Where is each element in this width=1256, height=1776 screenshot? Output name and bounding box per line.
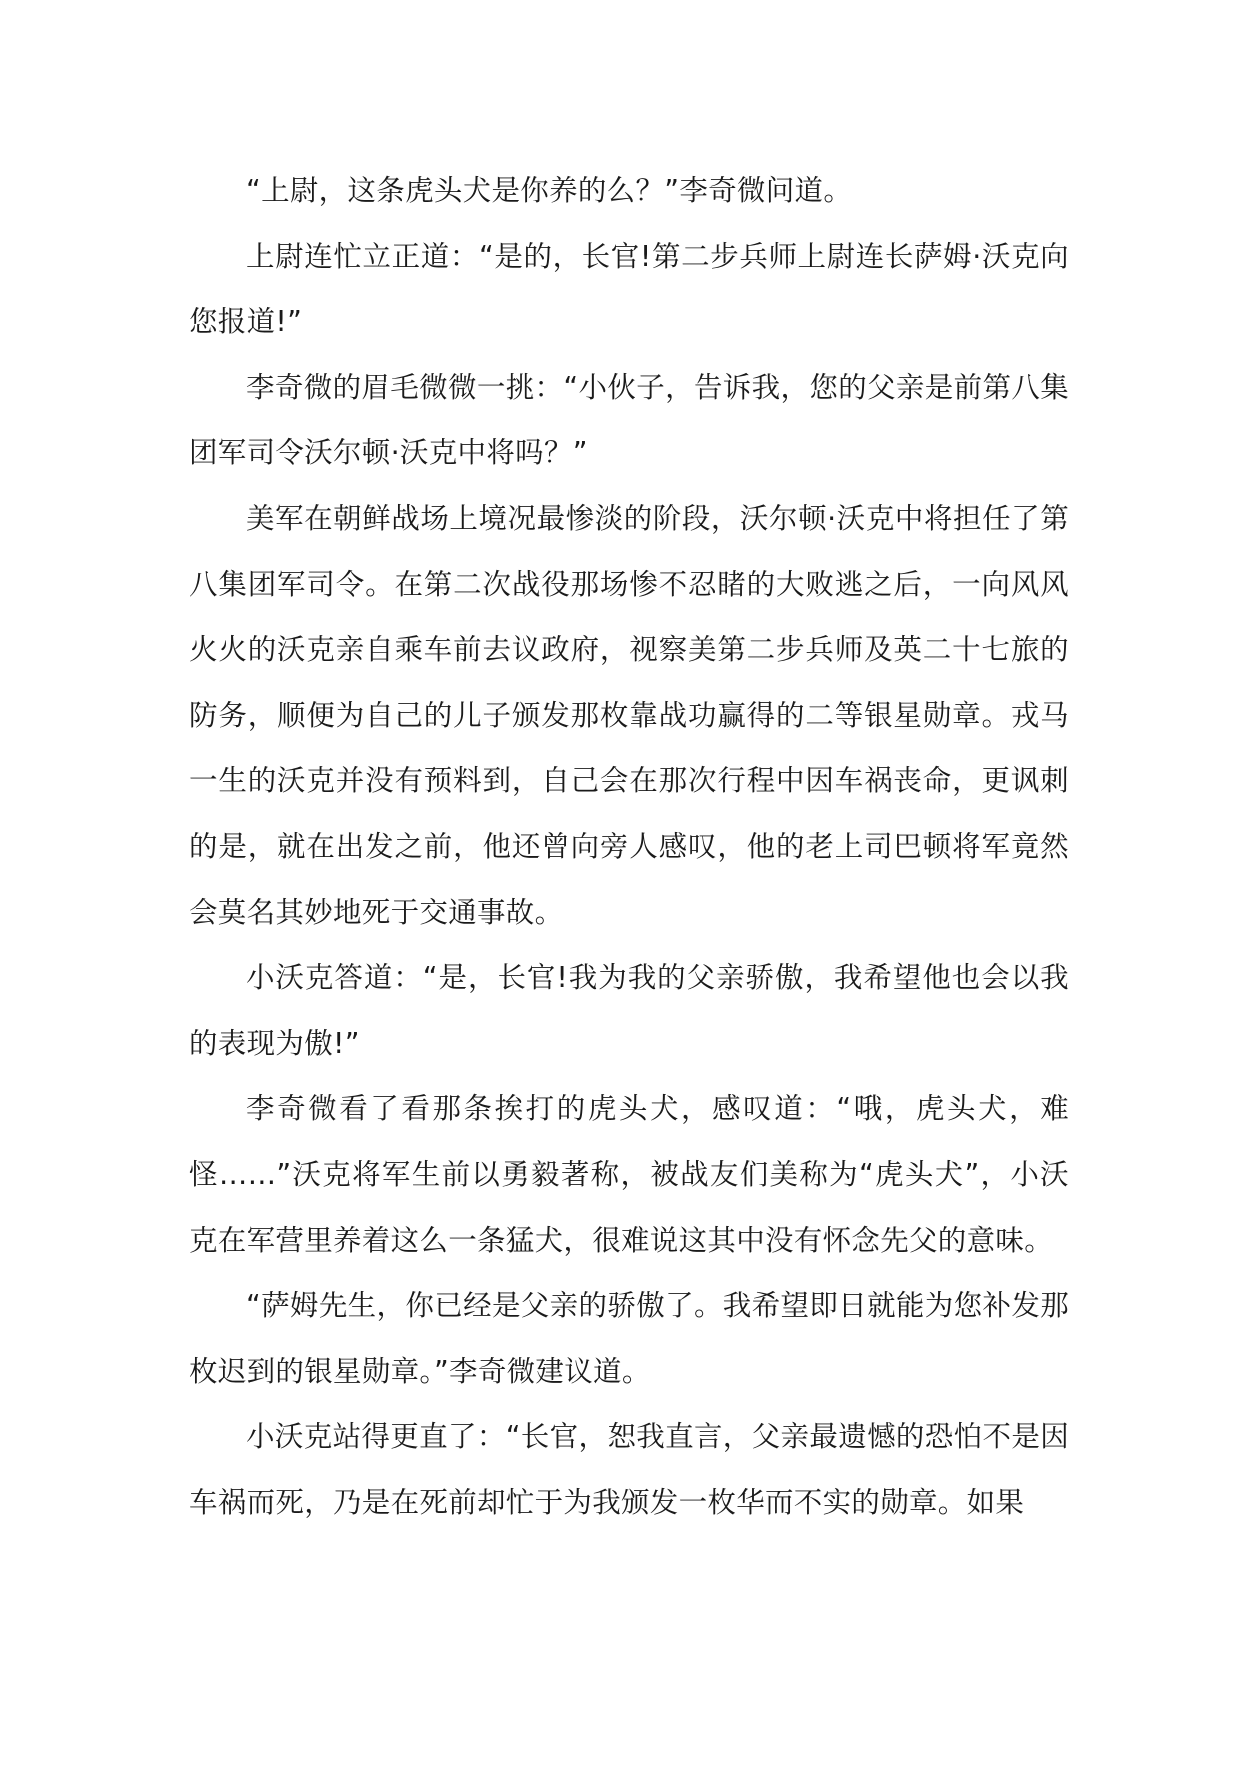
paragraph: “上尉，这条虎头犬是你养的么？”李奇微问道。 bbox=[246, 174, 853, 207]
paragraph: “萨姆先生，你已经是父亲的骄傲了。我希望即日就能为您补发那枚迟到的银星勋章。”李奇微建议道。 bbox=[189, 1289, 1069, 1388]
paragraph: 美军在朝鲜战场上境况最惨淡的阶段，沃尔顿·沃克中将担任了第八集团军司令。在第二次战役那场惨不忍睹的大败逃之后，一向风风火火的沃克亲自乘车前去议政府，视察美第二步兵师及英二十七旅的防务，顺便为自己的儿子颁发那枚靠战功赢得的二等银星勋章。戎马一生的沃克并没有预料到，自己会在那次行程中因车祸丧命，更讽刺的是，就在出发之前，他还曾向旁人感叹，他的老上司巴顿将军竟然会莫名其妙地死于交通事故。 bbox=[189, 501, 1069, 929]
body-text bbox=[189, 158, 1069, 1535]
paragraph: 小沃克答道：“是，长官!我为我的父亲骄傲，我希望他也会以我的表现为傲!” bbox=[189, 961, 1069, 1060]
paragraph: 李奇微看了看那条挨打的虎头犬，感叹道：“哦，虎头犬，难怪……”沃克将军生前以勇毅著称，被战友们美称为“虎头犬”，小沃克在军营里养着这么一条猛犬，很难说这其中没有怀念先父的意味。 bbox=[189, 1092, 1069, 1257]
paragraph: 小沃克站得更直了：“长官，恕我直言，父亲最遗憾的恐怕不是因车祸而死，乃是在死前却忙于为我颁发一枚华而不实的勋章。如果 bbox=[189, 1420, 1069, 1519]
paragraph: 上尉连忙立正道：“是的，长官!第二步兵师上尉连长萨姆·沃克向您报道!” bbox=[189, 239, 1069, 339]
paragraph: 李奇微的眉毛微微一挑：“小伙子，告诉我，您的父亲是前第八集团军司令沃尔顿·沃克中将吗？” bbox=[189, 370, 1069, 470]
